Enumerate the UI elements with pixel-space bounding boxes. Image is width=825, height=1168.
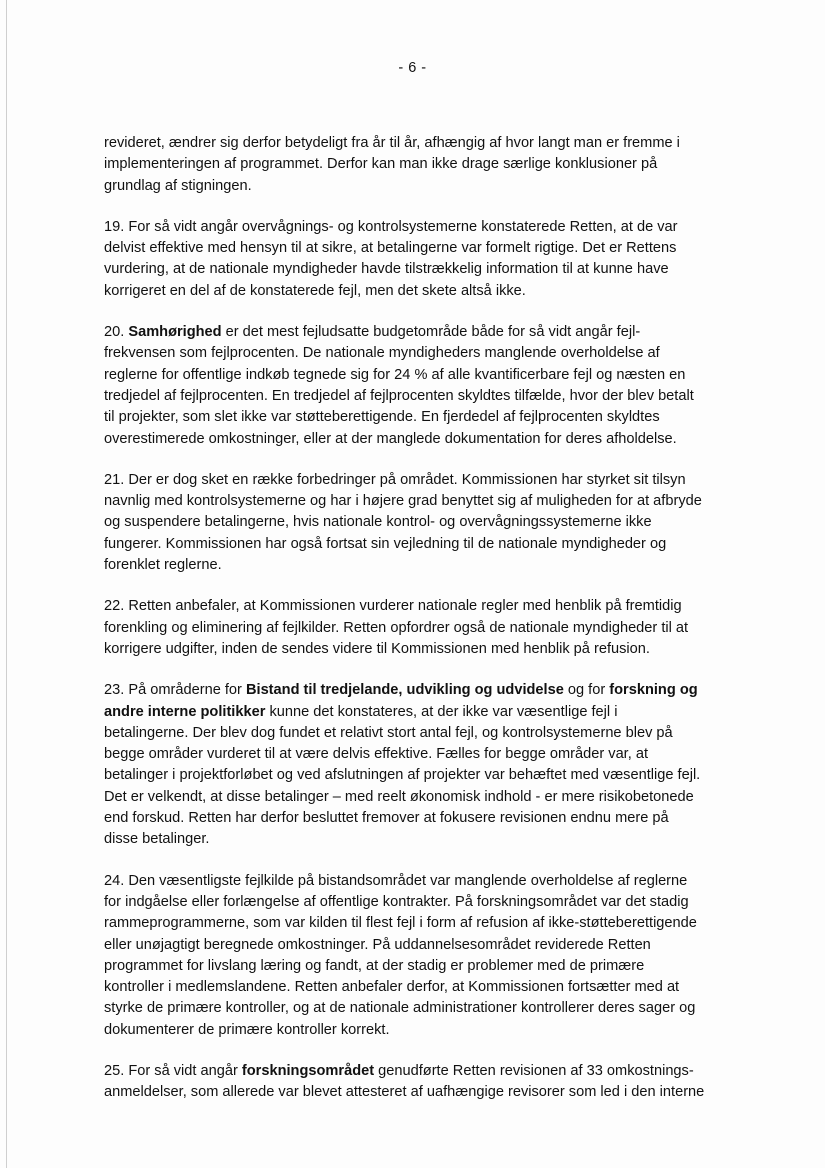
- paragraph-text: 24. Den væsentligste fejlkilde på bistandsområdet var manglende overholdelse af reglerne for indgåelse eller forlængelse af offentlige kontrakter. På forskningsområdet var det stadig rammeprogrammerne, som var kilden til flest fejl i form af refusion af ikke-støtteberettigende eller unøjagtigt beregnede omkostninger. På uddannelsesområdet reviderede Retten programmet for livslang læring og fandt, at der stadig er problemer med de primære kontroller i medlemslandene. Retten anbefaler derfor, at Kommissionen fortsætter med at styrke de primære kontroller, og at de nationale administrationer kontrollerer deres sager og dokumenterer de primære kontroller korrekt.: [104, 872, 697, 1038]
- paragraph-text: 20.: [104, 324, 129, 341]
- paragraph-p20: [104, 322, 738, 450]
- paragraph-p24: [104, 871, 738, 1041]
- bold-term: forskning og andre interne politikker: [104, 682, 698, 720]
- paragraph-text: revideret, ændrer sig derfor betydeligt fra år til år, afhængig af hvor langt man er fremme i implementeringen af programmet. Derfor kan man ikke drage særlige konklusioner på grundlag af stigningen.: [104, 135, 680, 194]
- paragraph-text: og for: [563, 682, 610, 699]
- paragraph-p22: [104, 596, 738, 660]
- scan-edge-line: [6, 0, 7, 1168]
- paragraph-p-cont: [104, 133, 738, 197]
- paragraph-text: genudførte Retten revisionen af 33 omkostnings- anmeldelser, som allerede var blevet attesteret af uafhængige revisorer som led i den interne: [104, 1062, 705, 1101]
- bold-term: Bistand til tredjelande, udvikling og udvidelse: [245, 682, 564, 699]
- paragraph-text: 22. Retten anbefaler, at Kommissionen vurderer nationale regler med henblik på fremtidig forenkling og eliminering af fejlkilder. Retten opfordrer også de nationale myndigheder til at korrigere udgifter, inden de sendes videre til Kommissionen med henblik på refusion.: [104, 598, 689, 657]
- paragraph-text: er det mest fejludsatte budgetområde både for så vidt angår fejl- frekvensen som fejlprocenten. De nationale myndigheders manglende overholdelse af reglerne for offentlige indkøb tegnede sig for 24 % af alle kvantificerbare fejl og næsten en tredjedel af fejlprocenten. En tredjedel af fejlprocenten skyldtes tilfælde, hvor der blev betalt til projekter, som slet ikke var støtteberettigende. En fjerdedel af fejlprocenten skyldtes overestimerede omkostninger, eller at der manglede dokumentation for deres afholdelse.: [104, 324, 694, 447]
- paragraph-p25: [104, 1061, 738, 1104]
- paragraph-text: kunne det konstateres, at der ikke var væsentlige fejl i betalingerne. Der blev dog fundet et relativt stort antal fejl, og kontrolsystemerne blev på begge områder vurderet til at være delvis effektive. Fælles for begge områder var, at betalinger i projektforløbet og ved afslutningen af projekter var behæftet med væsentlige fejl. Det er velkendt, at disse betalinger – med reelt økonomisk indhold - er mere risikobetonede end forskud. Retten har derfor besluttet fremover at fokusere revisionen endnu mere på disse betalinger.: [104, 703, 701, 848]
- paragraph-text: 21. Der er dog sket en række forbedringer på området. Kommissionen har styrket sit tilsyn navnlig med kontrolsystemerne og har i højere grad benyttet sig af muligheden for at afbryde og suspendere betalingerne, hvis nationale kontrol- og overvågningssystemerne ikke fungerer. Kommissionen har også fortsat sin vejledning til de nationale myndigheder og forenklet reglerne.: [104, 471, 702, 574]
- paragraph-p23: [104, 680, 738, 850]
- bold-term: forskningsområdet: [241, 1062, 375, 1079]
- bold-term: Samhørighed: [128, 324, 222, 341]
- page-number: - 6 -: [398, 60, 427, 76]
- paragraph-p19: [104, 217, 738, 302]
- paragraph-text: 19. For så vidt angår overvågnings- og kontrolsystemerne konstaterede Retten, at de var delvist effektive med hensyn til at sikre, at betalingerne var formelt rigtige. Det er Rettens vurdering, at de nationale myndigheder havde tilstrækkelig information til at kunne have korrigeret en del af de konstaterede fejl, men det skete altså ikke.: [104, 218, 678, 299]
- paragraph-p21: [104, 470, 738, 576]
- paragraph-text: 25. For så vidt angår: [104, 1062, 242, 1079]
- paragraph-text: 23. På områderne for: [104, 682, 246, 699]
- document-body: [104, 133, 738, 1124]
